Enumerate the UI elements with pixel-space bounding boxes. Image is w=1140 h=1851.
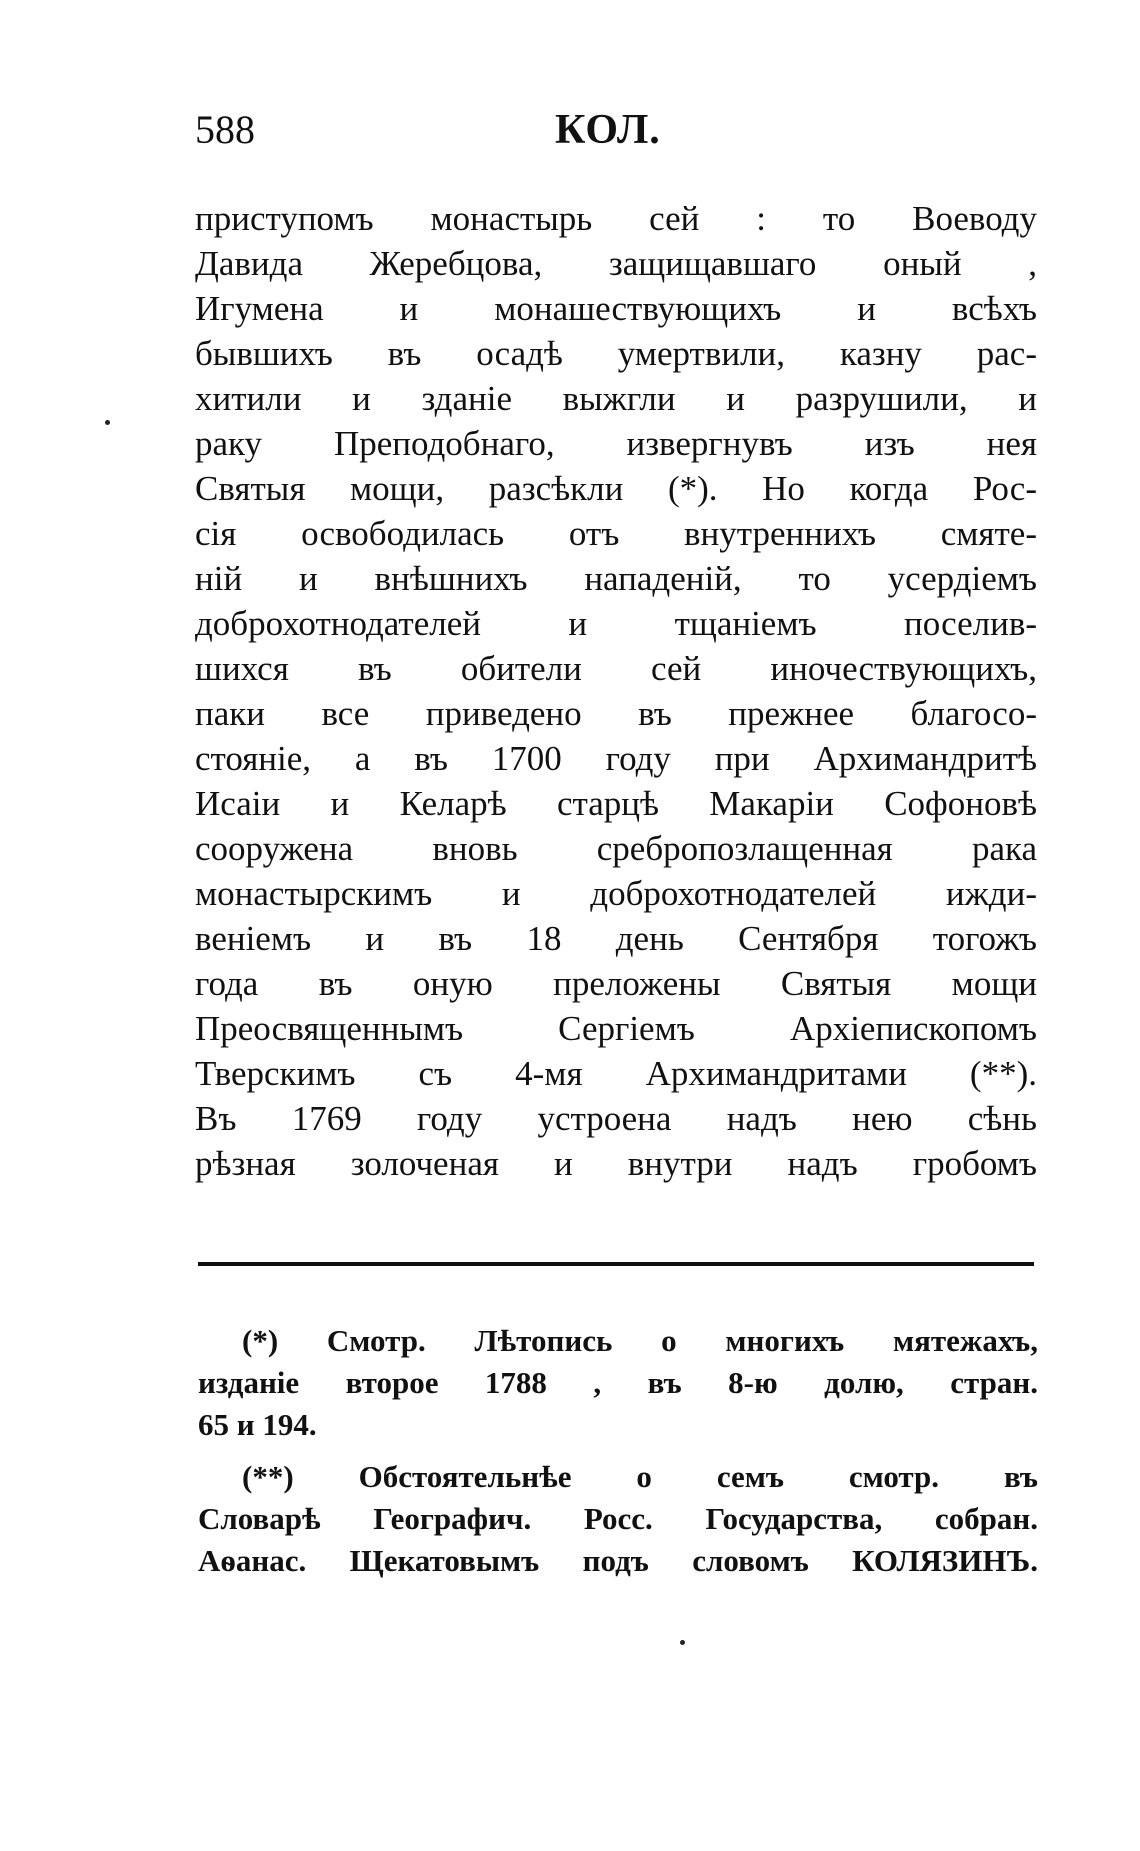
footnote-2 (198, 1456, 1038, 1582)
text-line: раку Преподобнаго, извергнувъ изъ нея (195, 424, 1037, 463)
footnote-line: Аѳанас. Щекатовымъ подъ словомъ КОЛЯЗИНЪ. (198, 1543, 1038, 1578)
text-line: паки все приведено въ прежнее благосо- (195, 694, 1037, 733)
footnote-divider (198, 1262, 1034, 1266)
text-line: Тверскимъ съ 4-мя Архимандритами (**). (195, 1054, 1037, 1093)
text-line: монастырскимъ и доброхотнодателей ижди- (195, 874, 1037, 913)
footnote-line: изданіе второе 1788 , въ 8-ю долю, стран. (198, 1365, 1038, 1400)
text-line: сооружена вновь сребропозлащенная рака (195, 829, 1037, 868)
text-line: Исаіи и Келарѣ старцѣ Макаріи Софоновѣ (195, 784, 1037, 823)
main-text (195, 196, 1037, 1186)
text-line: приступомъ монастырь сей : то Воеводу (195, 199, 1037, 238)
footnote-line: Словарѣ Географич. Росс. Государства, собран. (198, 1501, 1038, 1536)
print-speck (105, 420, 110, 425)
text-line: Святыя мощи, разсѣкли (*). Но когда Рос- (195, 469, 1037, 508)
text-line: стояніе, а въ 1700 году при Архимандритѣ (195, 739, 1037, 778)
footnote-line: 65 и 194. (198, 1407, 317, 1442)
text-line: ній и внѣшнихъ нападеній, то усердіемъ (195, 559, 1037, 598)
text-line: рѣзная золоченая и внутри надъ гробомъ (195, 1144, 1037, 1183)
print-speck (680, 1640, 685, 1645)
text-line: веніемъ и въ 18 день Сентября тогожъ (195, 919, 1037, 958)
header-title: КОЛ. (555, 107, 661, 153)
text-line: Преосвященнымъ Сергіемъ Архіепископомъ (195, 1009, 1037, 1048)
text-line: Игумена и монашествующихъ и всѣхъ (195, 289, 1037, 328)
text-line: года въ оную преложены Святыя мощи (195, 964, 1037, 1003)
page-number: 588 (195, 107, 255, 152)
text-line: доброхотнодателей и тщаніемъ поселив- (195, 604, 1037, 643)
footnote-1 (198, 1320, 1038, 1446)
text-line: шихся въ обители сей иночествующихъ, (195, 649, 1037, 688)
footnotes (198, 1320, 1038, 1582)
text-line: хитили и зданіе выжгли и разрушили, и (195, 379, 1037, 418)
footnote-line: (**) Обстоятельнѣе о семъ смотр. въ (242, 1459, 1038, 1494)
footnote-line: (*) Смотр. Лѣтопись о многихъ мятежахъ, (242, 1323, 1038, 1358)
running-head (195, 100, 1040, 160)
text-line: сія освободилась отъ внутреннихъ смяте- (195, 514, 1037, 553)
text-line: бывшихъ въ осадѣ умертвили, казну рас- (195, 334, 1037, 373)
text-line: Въ 1769 году устроена надъ нею сѣнь (195, 1099, 1037, 1138)
text-line: Давида Жеребцова, защищавшаго оный , (195, 244, 1037, 283)
